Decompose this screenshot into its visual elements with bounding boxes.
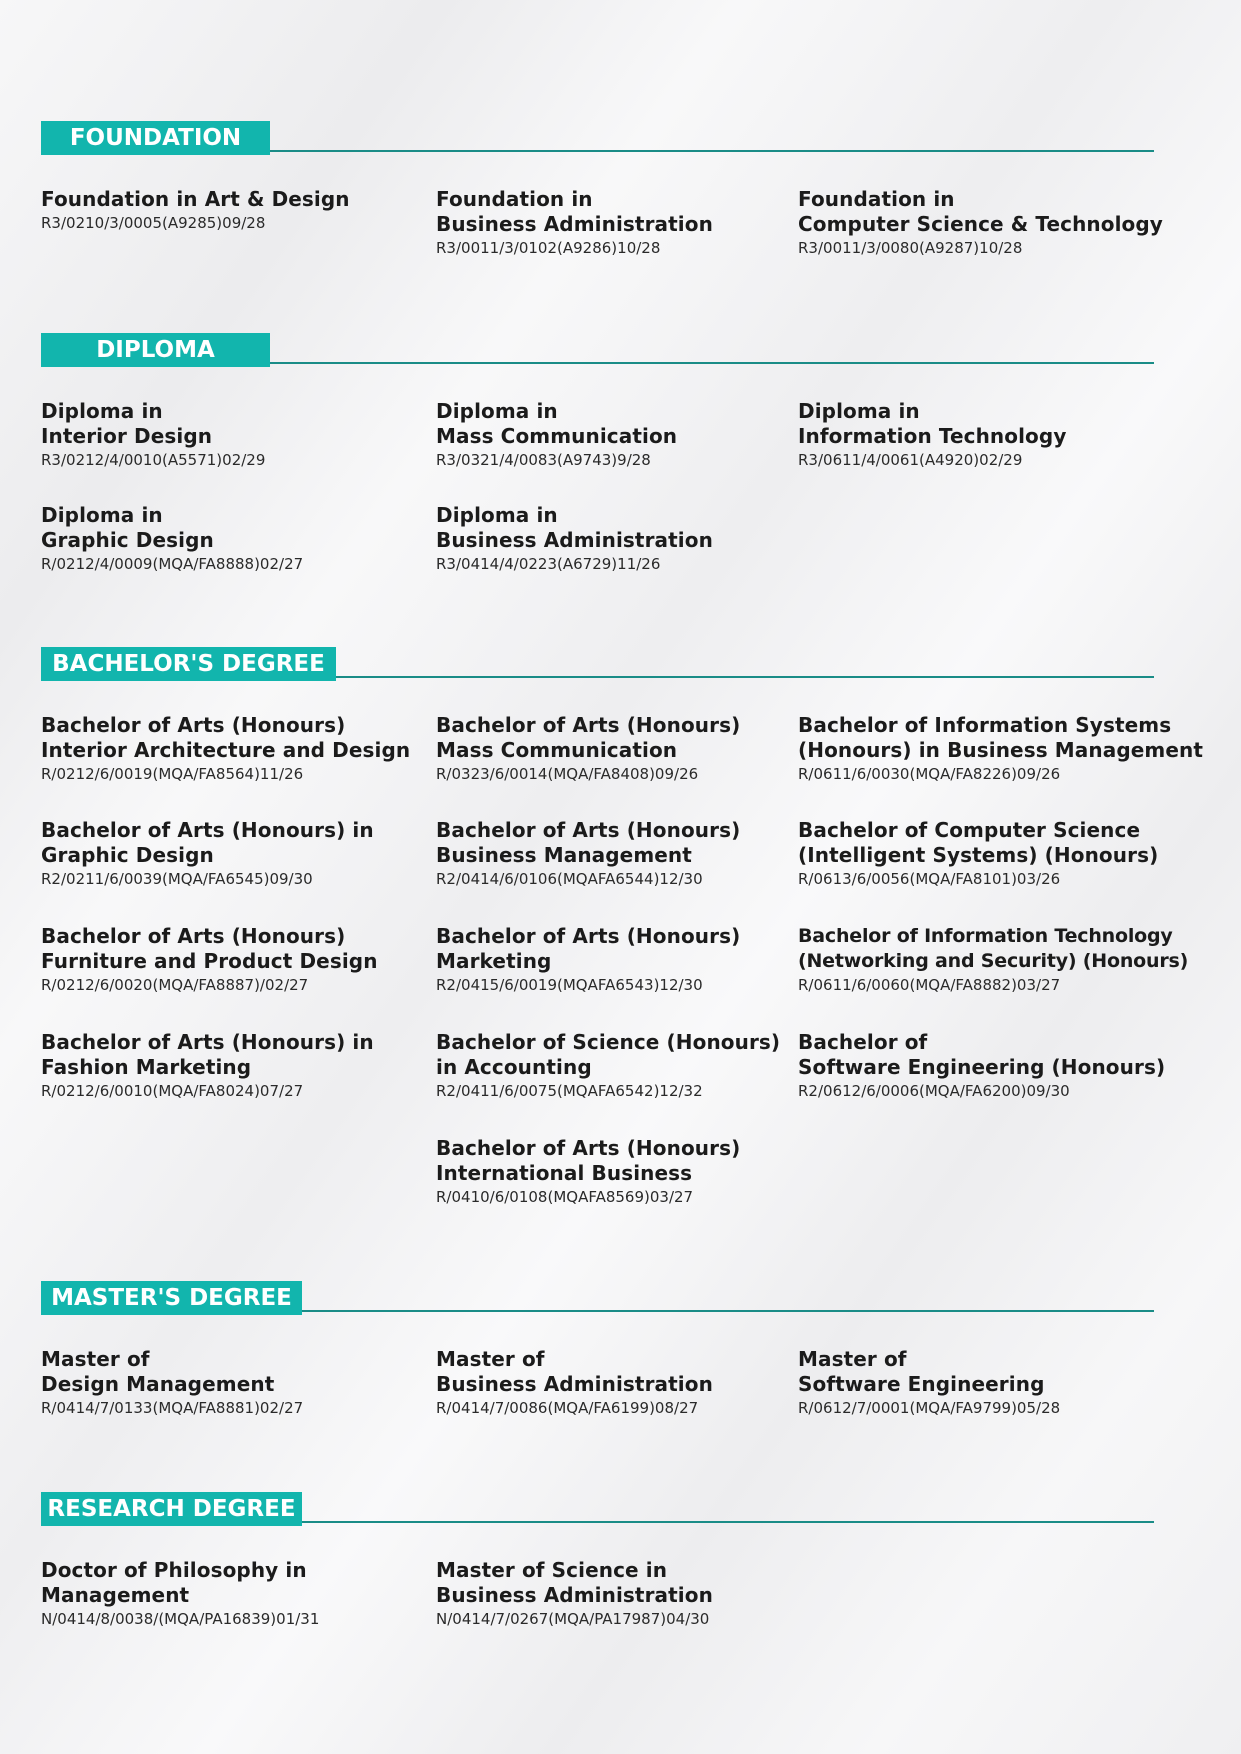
program-item <box>436 713 846 784</box>
program-title: Foundation in Business Administration <box>436 187 713 236</box>
program-code: R/0212/4/0009(MQA/FA8888)02/27 <box>41 555 304 573</box>
program-item <box>41 1030 451 1101</box>
program-item <box>41 924 451 995</box>
program-title: Master of Design Management <box>41 1347 275 1396</box>
program-title: Bachelor of Arts (Honours) in Fashion Marketing <box>41 1030 374 1079</box>
program-item <box>436 503 846 574</box>
program-item <box>798 1347 1208 1418</box>
program-code: R3/0011/3/0080(A9287)10/28 <box>798 239 1023 257</box>
program-code: R/0612/7/0001(MQA/FA9799)05/28 <box>798 1399 1061 1417</box>
program-code: R3/0212/4/0010(A5571)02/29 <box>41 451 266 469</box>
program-title: Bachelor of Arts (Honours) Marketing <box>436 924 741 973</box>
program-code: R2/0612/6/0006(MQA/FA6200)09/30 <box>798 1082 1070 1100</box>
program-item <box>436 1347 846 1418</box>
program-title: Bachelor of Arts (Honours) in Graphic Design <box>41 818 374 867</box>
section-divider <box>302 1521 1154 1523</box>
program-code: N/0414/7/0267(MQA/PA17987)04/30 <box>436 1610 710 1628</box>
section-divider <box>336 676 1154 678</box>
section-title: FOUNDATION <box>41 121 270 155</box>
section-header <box>41 121 1154 155</box>
program-item <box>41 399 451 470</box>
program-code: R/0212/6/0020(MQA/FA8887)/02/27 <box>41 976 309 994</box>
program-title: Bachelor of Arts (Honours) Interior Architecture and Design <box>41 713 411 762</box>
program-item <box>798 818 1208 889</box>
section-header <box>41 647 1154 681</box>
program-code: R3/0011/3/0102(A9286)10/28 <box>436 239 661 257</box>
program-title: Bachelor of Arts (Honours) International Business <box>436 1136 741 1185</box>
section-diploma <box>41 333 1154 367</box>
program-code: R/0212/6/0010(MQA/FA8024)07/27 <box>41 1082 304 1100</box>
program-title: Diploma in Business Administration <box>436 503 713 552</box>
program-item <box>798 1030 1208 1101</box>
program-item <box>798 713 1208 784</box>
program-item <box>798 399 1208 470</box>
program-title: Doctor of Philosophy in Management <box>41 1558 307 1607</box>
program-code: R2/0411/6/0075(MQAFA6542)12/32 <box>436 1082 703 1100</box>
program-item <box>436 1136 846 1207</box>
program-item <box>41 1558 451 1629</box>
program-item <box>41 713 451 784</box>
program-item <box>41 1347 451 1418</box>
program-code: R2/0415/6/0019(MQAFA6543)12/30 <box>436 976 703 994</box>
program-code: R3/0414/4/0223(A6729)11/26 <box>436 555 661 573</box>
program-item <box>436 924 846 995</box>
program-item <box>41 818 451 889</box>
program-code: R2/0211/6/0039(MQA/FA6545)09/30 <box>41 870 313 888</box>
program-item <box>436 187 846 258</box>
program-code: N/0414/8/0038/(MQA/PA16839)01/31 <box>41 1610 320 1628</box>
section-title: RESEARCH DEGREE <box>41 1492 302 1526</box>
program-title: Bachelor of Software Engineering (Honours) <box>798 1030 1166 1079</box>
program-item <box>436 399 846 470</box>
program-title: Bachelor of Information Systems (Honours) in Business Management <box>798 713 1203 762</box>
section-foundation <box>41 121 1154 155</box>
program-item <box>798 924 1208 995</box>
program-code: R/0410/6/0108(MQAFA8569)03/27 <box>436 1188 694 1206</box>
section-title: MASTER'S DEGREE <box>41 1281 302 1315</box>
program-item <box>436 1030 846 1101</box>
program-title: Bachelor of Arts (Honours) Furniture and Product Design <box>41 924 378 973</box>
program-title: Master of Software Engineering <box>798 1347 1045 1396</box>
program-code: R/0323/6/0014(MQA/FA8408)09/26 <box>436 765 699 783</box>
program-title: Diploma in Graphic Design <box>41 503 214 552</box>
program-code: R2/0414/6/0106(MQAFA6544)12/30 <box>436 870 703 888</box>
program-title: Bachelor of Arts (Honours) Mass Communication <box>436 713 741 762</box>
program-code: R/0611/6/0060(MQA/FA8882)03/27 <box>798 976 1061 994</box>
program-code: R/0414/7/0133(MQA/FA8881)02/27 <box>41 1399 304 1417</box>
section-header <box>41 1281 1154 1315</box>
program-item <box>436 818 846 889</box>
program-title: Master of Business Administration <box>436 1347 713 1396</box>
program-title: Diploma in Mass Communication <box>436 399 678 448</box>
program-code: R3/0321/4/0083(A9743)9/28 <box>436 451 651 469</box>
program-title: Bachelor of Arts (Honours) Business Management <box>436 818 741 867</box>
program-item <box>798 187 1208 258</box>
program-item <box>41 503 451 574</box>
section-bachelor <box>41 647 1154 681</box>
program-code: R/0414/7/0086(MQA/FA6199)08/27 <box>436 1399 699 1417</box>
section-divider <box>270 150 1154 152</box>
section-header <box>41 333 1154 367</box>
program-code: R/0212/6/0019(MQA/FA8564)11/26 <box>41 765 304 783</box>
program-code: R3/0210/3/0005(A9285)09/28 <box>41 214 266 232</box>
program-code: R3/0611/4/0061(A4920)02/29 <box>798 451 1023 469</box>
program-title: Diploma in Information Technology <box>798 399 1067 448</box>
program-title: Foundation in Art & Design <box>41 187 350 211</box>
program-item <box>436 1558 846 1629</box>
section-research <box>41 1492 1154 1526</box>
program-title: Diploma in Interior Design <box>41 399 213 448</box>
section-header <box>41 1492 1154 1526</box>
section-divider <box>270 362 1154 364</box>
program-title: Foundation in Computer Science & Technology <box>798 187 1163 236</box>
program-item <box>41 187 451 233</box>
program-title: Bachelor of Science (Honours) in Accounting <box>436 1030 781 1079</box>
program-title: Master of Science in Business Administration <box>436 1558 713 1607</box>
program-title: Bachelor of Information Technology (Networking and Security) (Honours) <box>798 925 1189 972</box>
program-code: R/0611/6/0030(MQA/FA8226)09/26 <box>798 765 1061 783</box>
program-title: Bachelor of Computer Science (Intelligent Systems) (Honours) <box>798 818 1159 867</box>
section-title: BACHELOR'S DEGREE <box>41 647 336 681</box>
section-master <box>41 1281 1154 1315</box>
section-title: DIPLOMA <box>41 333 270 367</box>
program-code: R/0613/6/0056(MQA/FA8101)03/26 <box>798 870 1061 888</box>
section-divider <box>302 1310 1154 1312</box>
